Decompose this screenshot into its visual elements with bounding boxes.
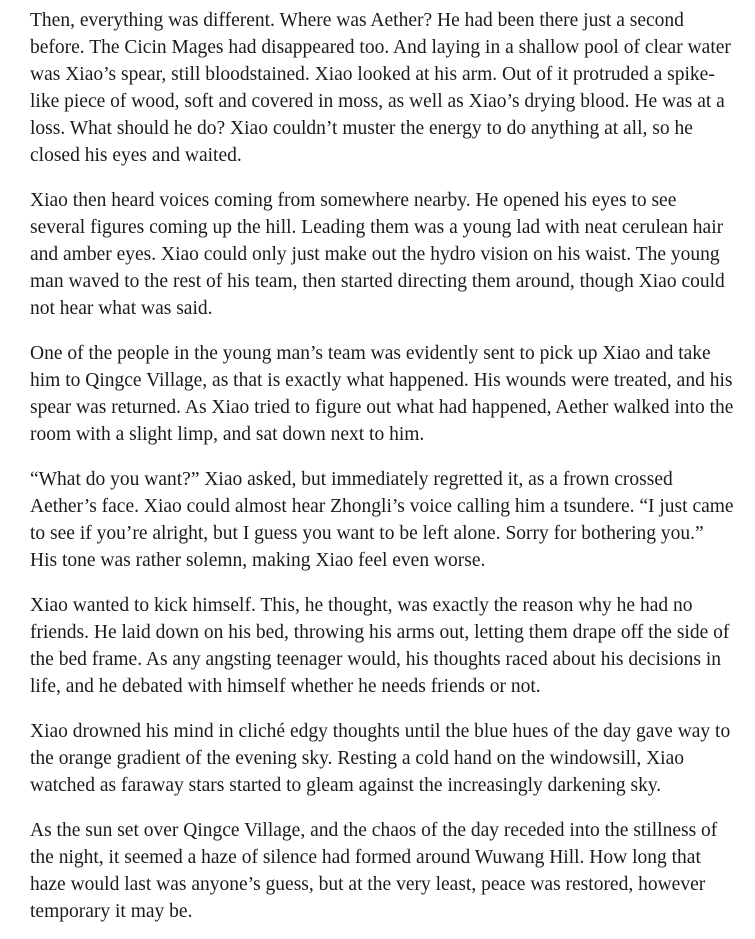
story-paragraph-4: “What do you want?” Xiao asked, but immediately regretted it, as a frown crossed Aether’s face. Xiao could almost hear Zhongli’s voice calling him a tsundere. “I just came to see if you’re alright, but I guess you want to be left alone. Sorry for bothering you.” His tone was rather solemn, making Xiao feel even worse. [30,469,734,571]
story-paragraph-1: Then, everything was different. Where was Aether? He had been there just a second before. The Cicin Mages had disappeared too. And laying in a shallow pool of clear water was Xiao’s spear, still bloodstained. Xiao looked at his arm. Out of it protruded a spike-like piece of wood, soft and covered in moss, as well as Xiao’s drying blood. He was at a loss. What should he do? Xiao couldn’t muster the energy to do anything at all, so he closed his eyes and waited. [30,10,731,166]
story-paragraph-3: One of the people in the young man’s team was evidently sent to pick up Xiao and take him to Qingce Village, as that is exactly what happened. His wounds were treated, and his spear was returned. As Xiao tried to figure out what had happened, Aether walked into the room with a slight limp, and sat down next to him. [30,343,734,445]
story-paragraph-6: Xiao drowned his mind in cliché edgy thoughts until the blue hues of the day gave way to the orange gradient of the evening sky. Resting a cold hand on the windowsill, Xiao watched as faraway stars started to gleam against the increasingly darkening sky. [30,721,731,796]
story-paragraph-2: Xiao then heard voices coming from somewhere nearby. He opened his eyes to see several figures coming up the hill. Leading them was a young lad with neat cerulean hair and amber eyes. Xiao could only just make out the hydro vision on his waist. The young man waved to the rest of his team, then started directing them around, though Xiao could not hear what was said. [30,190,725,319]
story-paragraph-5: Xiao wanted to kick himself. This, he thought, was exactly the reason why he had no friends. He laid down on his bed, throwing his arms out, letting them drape off the side of the bed frame. As any angsting teenager would, his thoughts raced about his decisions in life, and he debated with himself whether he needs friends or not. [30,595,730,697]
story-paragraph-7: As the sun set over Qingce Village, and the chaos of the day receded into the stillness of the night, it seemed a haze of silence had formed around Wuwang Hill. How long that haze would last was anyone’s guess, but at the very least, peace was restored, however temporary it may be. [30,820,718,922]
